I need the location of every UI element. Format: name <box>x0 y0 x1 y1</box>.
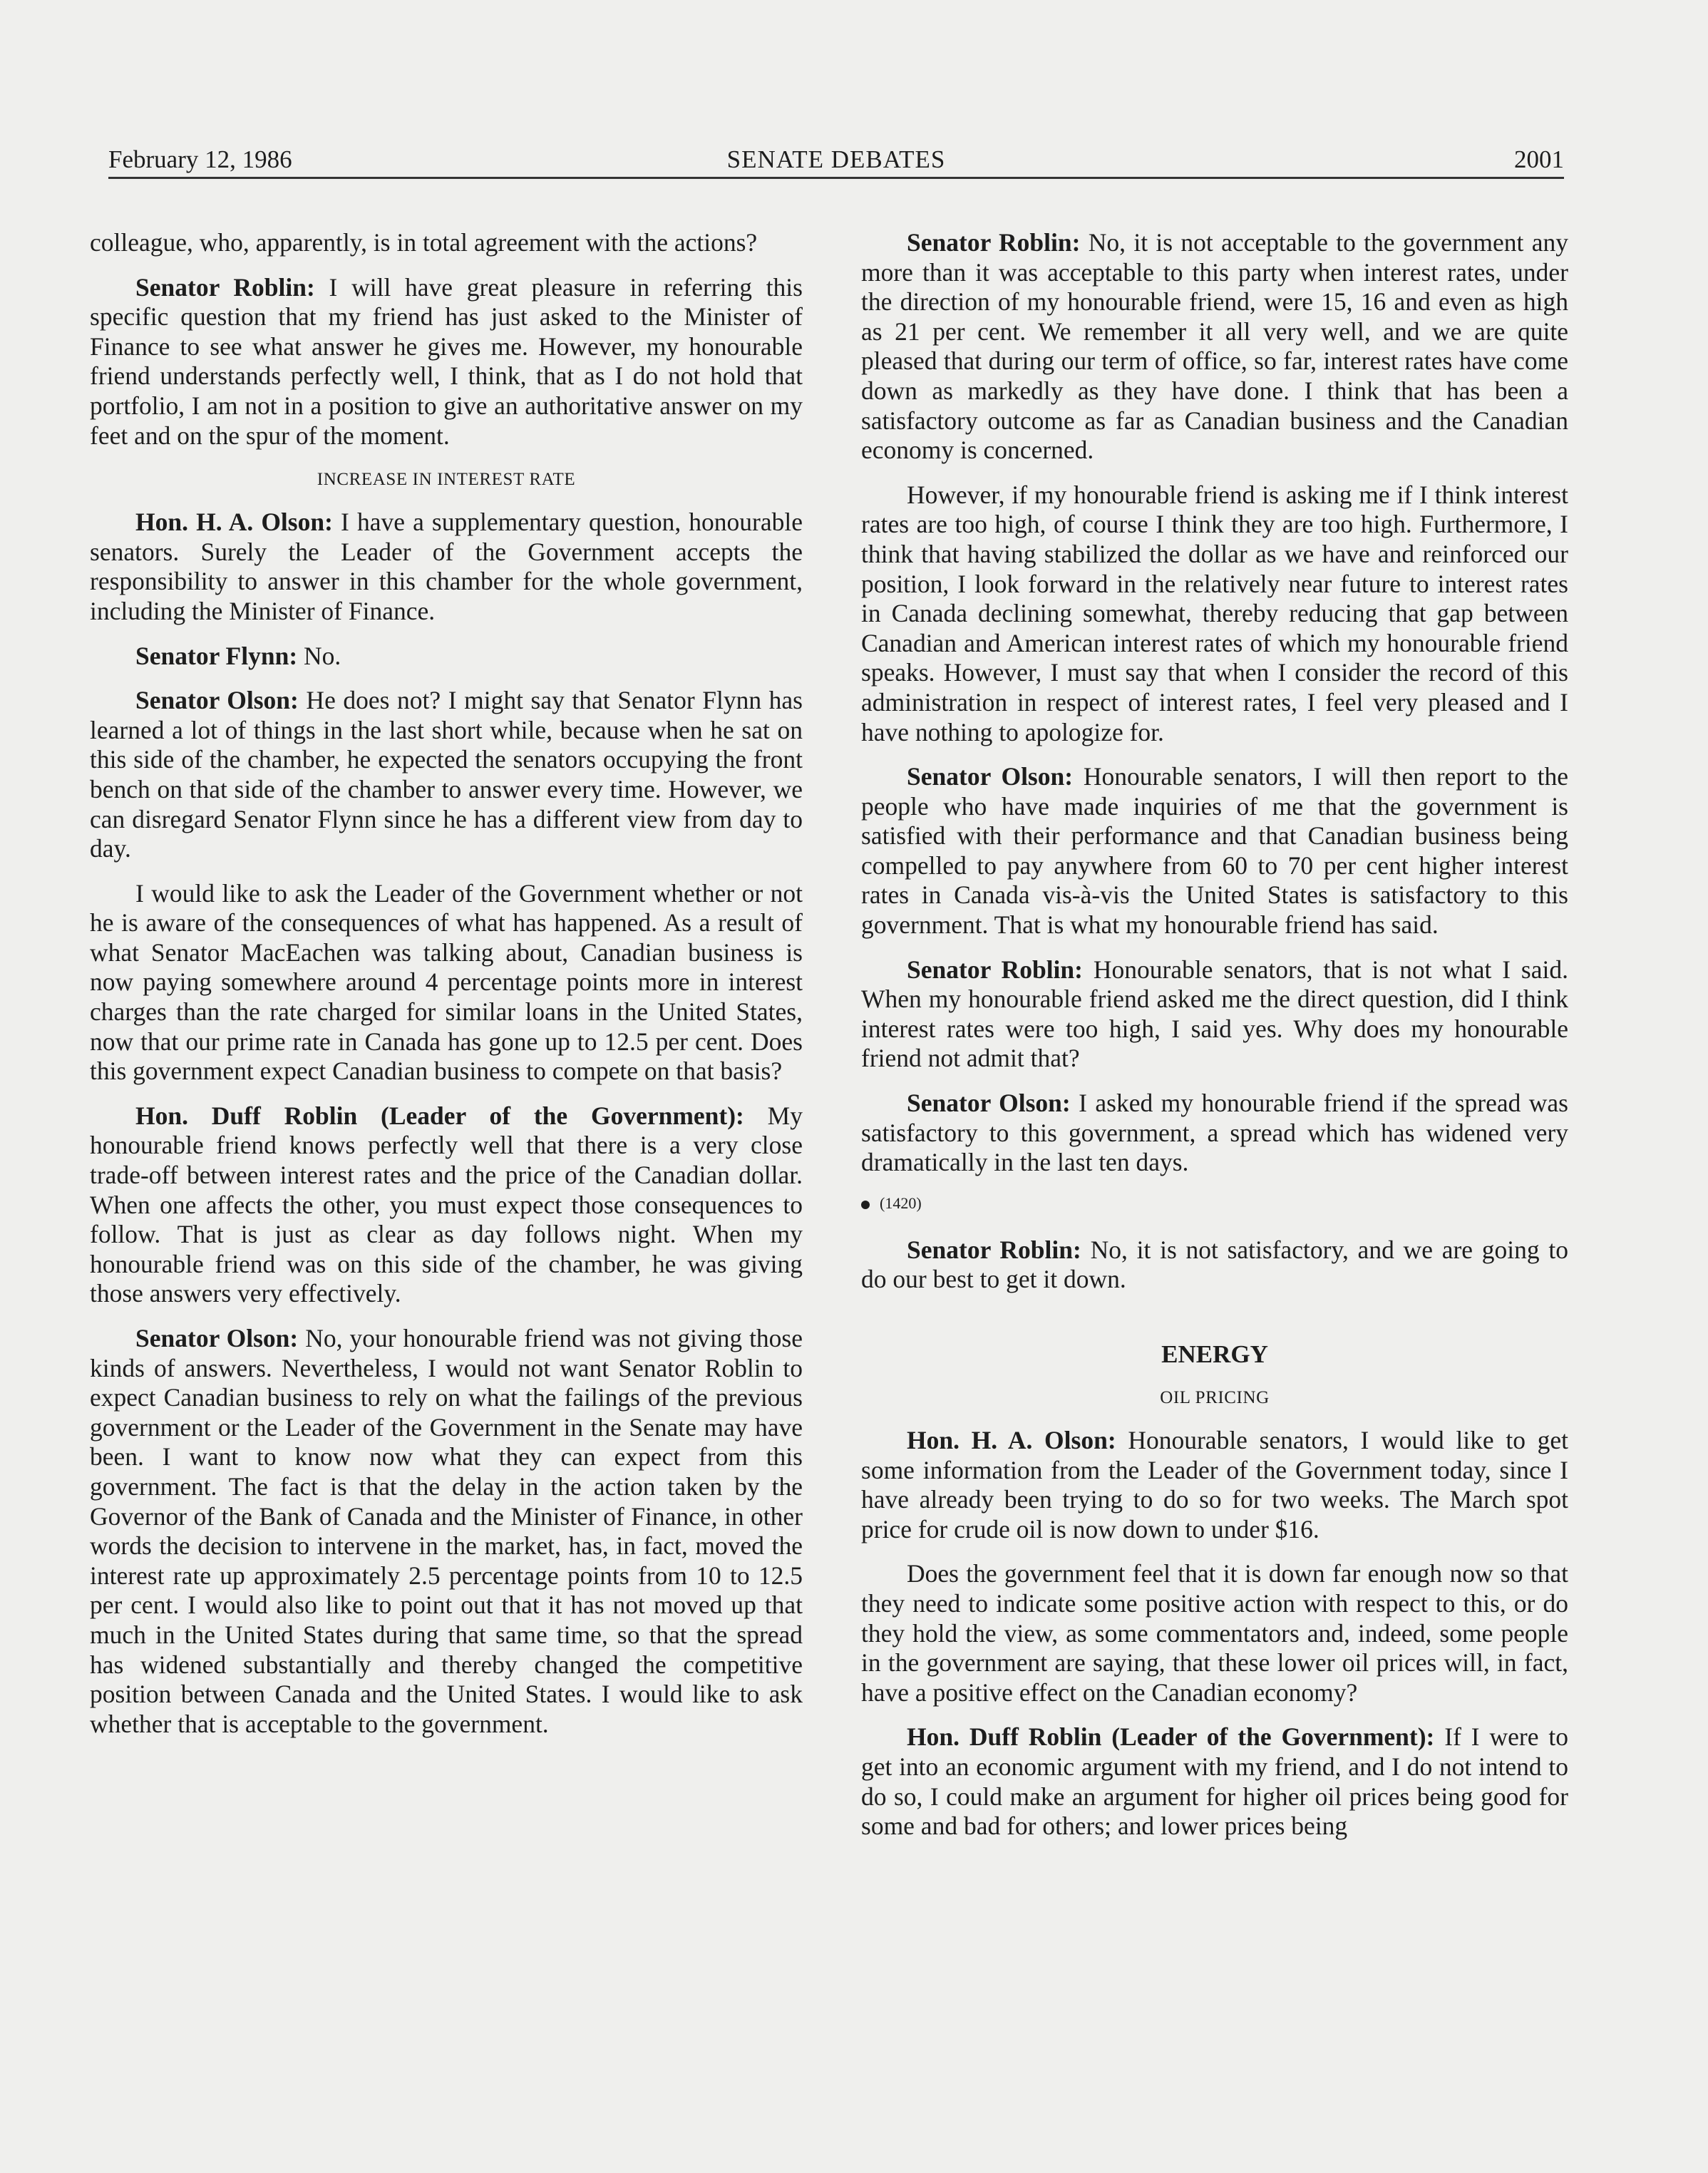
speech-text: Honourable senators, I would like to get some information from the Leader of the Government today, since I have already been trying to do so for two weeks. The March spot price for crude oil is now down to under $16. <box>861 1426 1568 1543</box>
right-column <box>861 228 1568 1856</box>
subheading: INCREASE IN INTEREST RATE <box>317 470 576 490</box>
header-rule <box>108 177 1564 179</box>
paragraph <box>861 1089 1568 1178</box>
speech-text: I asked my honourable friend if the spread was satisfactory to this government, a spread which has widened very dramatically in the last ten days. <box>861 1089 1568 1177</box>
header-page-number: 2001 <box>1514 145 1564 173</box>
speaker-name: Hon. H. A. Olson: <box>135 508 333 537</box>
speaker-name: Senator Olson: <box>907 1089 1071 1118</box>
speaker-name: Senator Roblin: <box>907 1235 1081 1264</box>
header-date: February 12, 1986 <box>108 145 292 173</box>
speaker-name: Senator Olson: <box>135 686 299 715</box>
header-publication: SENATE DEBATES <box>726 145 946 173</box>
paragraph: Does the government feel that it is down far enough now so that they need to indicate some positive action with respect to this, or do they hold the view, as some commentators and, indeed, some people in the government are saying, that these lower oil prices will, in fact, have a positive effect on the Canadian economy? <box>861 1559 1568 1707</box>
subheading: OIL PRICING <box>1160 1388 1270 1407</box>
speaker-name: Senator Olson: <box>907 762 1074 791</box>
paragraph <box>861 228 1568 466</box>
time-marker <box>861 1193 1568 1214</box>
page-header <box>108 143 1564 177</box>
speaker-name: Senator Roblin: <box>135 272 315 302</box>
paragraph <box>90 273 803 451</box>
paragraph: colleague, who, apparently, is in total agreement with the actions? <box>90 228 758 257</box>
paragraph <box>861 762 1568 940</box>
bullet-icon <box>861 1201 870 1209</box>
speech-text: No. <box>297 641 341 670</box>
paragraph: I would like to ask the Leader of the Government whether or not he is aware of the consequences of what has happened. As a result of what Senator MacEachen was talking about, Canadian business is now paying somewhere around 4 percentage points more in interest charges than the rate charged for similar loans in the United States, now that our prime rate in Canada has gone up to 12.5 per cent. Does this government expect Canadian business to compete on that basis? <box>90 878 803 1086</box>
paragraph <box>90 1101 803 1309</box>
speech-text: Honourable senators, I will then report to the people who have made inquiries of me that the government is satisfied with their performance and that Canadian business being compelled to pay anywhere from 60 to 70 per cent higher interest rates in Canada vis-à-vis the United States is satisfactory to this government. That is what my honourable friend has said. <box>861 762 1569 940</box>
speech-text: He does not? I might say that Senator Flynn has learned a lot of things in the last short while, because when he sat on this side of the chamber, he expected the senators occupying the front bench on that side of the chamber to answer every time. However, we can disregard Senator Flynn since he has a different view from day to day. <box>90 686 803 863</box>
paragraph <box>861 1426 1568 1544</box>
speech-text: Honourable senators, that is not what I said. When my honourable friend asked me the direct question, did I think interest rates were too high, I said yes. Why does my honourable friend not admit that? <box>861 955 1568 1073</box>
section-heading: ENERGY <box>1161 1340 1268 1368</box>
paragraph <box>90 508 803 626</box>
speaker-name: Senator Roblin: <box>907 955 1083 984</box>
speech-text: I will have great pleasure in referring this specific question that my friend has just asked to the Minister of Finance to see what answer he gives me. However, my honourable friend understands perfectly well, I think, that as I do not hold that portfolio, I am not in a position to give an authoritative answer on my feet and on the spur of the moment. <box>90 272 803 450</box>
speech-text: No, your honourable friend was not giving those kinds of answers. Nevertheless, I would not want Senator Roblin to expect Canadian business to rely on what the failings of the previous government or the Leader of the Government in the Senate may have been. I want to know now what they can expect from this government. The fact is that the delay in the action taken by the Governor of the Bank of Canada and the Minister of Finance, in other words the decision to intervene in the market, has, in fact, moved the interest rate up approximately 2.5 percentage points from 10 to 12.5 per cent. I would also like to point out that it has not moved up that much in the United States during that same time, so that the spread has widened substantially and thereby changed the competitive position between Canada and the United States. I would like to ask whether that is acceptable to the government. <box>90 1324 803 1738</box>
speech-text: My honourable friend knows perfectly well that there is a very close trade-off between interest rates and the price of the Canadian dollar. When one affects the other, you must expect those consequences to follow. That is just as clear as day follows night. When my honourable friend was on this side of the chamber, he was giving those answers very effectively. <box>90 1101 803 1308</box>
paragraph <box>861 1236 1568 1295</box>
paragraph <box>90 1324 803 1739</box>
time-marker-text: (1420) <box>880 1193 922 1212</box>
paragraph <box>861 955 1568 1074</box>
speaker-name: Hon. Duff Roblin (Leader of the Government): <box>907 1722 1435 1752</box>
speaker-name: Senator Olson: <box>135 1324 299 1352</box>
paragraph <box>90 642 803 672</box>
paragraph: However, if my honourable friend is asking me if I think interest rates are too high, of course I think they are too high. Furthermore, I think that having stabilized the dollar as we have and reinforced our position, I look forward in the relatively near future to interest rates in Canada declining somewhat, thereby reducing that gap between Canadian and American interest rates of which my honourable friend speaks. However, I must say that when I consider the record of this administration in respect of interest rates, I feel very pleased and I have nothing to apologize for. <box>861 480 1568 746</box>
speech-text: If I were to get into an economic argument with my friend, and I do not intend to do so, I could make an argument for higher oil prices being good for some and bad for others; and lower prices being <box>861 1722 1568 1841</box>
paragraph <box>861 1722 1568 1841</box>
speaker-name: Hon. Duff Roblin (Leader of the Government): <box>135 1101 744 1130</box>
speech-text: No, it is not satisfactory, and we are going to do our best to get it down. <box>861 1235 1568 1294</box>
speaker-name: Hon. H. A. Olson: <box>907 1426 1116 1454</box>
paragraph <box>90 686 803 864</box>
speaker-name: Senator Flynn: <box>135 641 298 670</box>
speech-text: I have a supplementary question, honourable senators. Surely the Leader of the Government accepts the responsibility to answer in this chamber for the whole government, including the Minister of Finance. <box>90 508 803 625</box>
speaker-name: Senator Roblin: <box>907 228 1081 257</box>
left-column <box>90 228 803 1754</box>
speech-text: No, it is not acceptable to the government any more than it was acceptable to this party when interest rates, under the direction of my honourable friend, were 15, 16 and even as high as 21 per cent. We remember it all very well, and we are quite pleased that during our term of office, so far, interest rates have come down as markedly as they have done. I think that has been a satisfactory outcome as far as Canadian business and the Canadian economy is concerned. <box>861 228 1568 465</box>
